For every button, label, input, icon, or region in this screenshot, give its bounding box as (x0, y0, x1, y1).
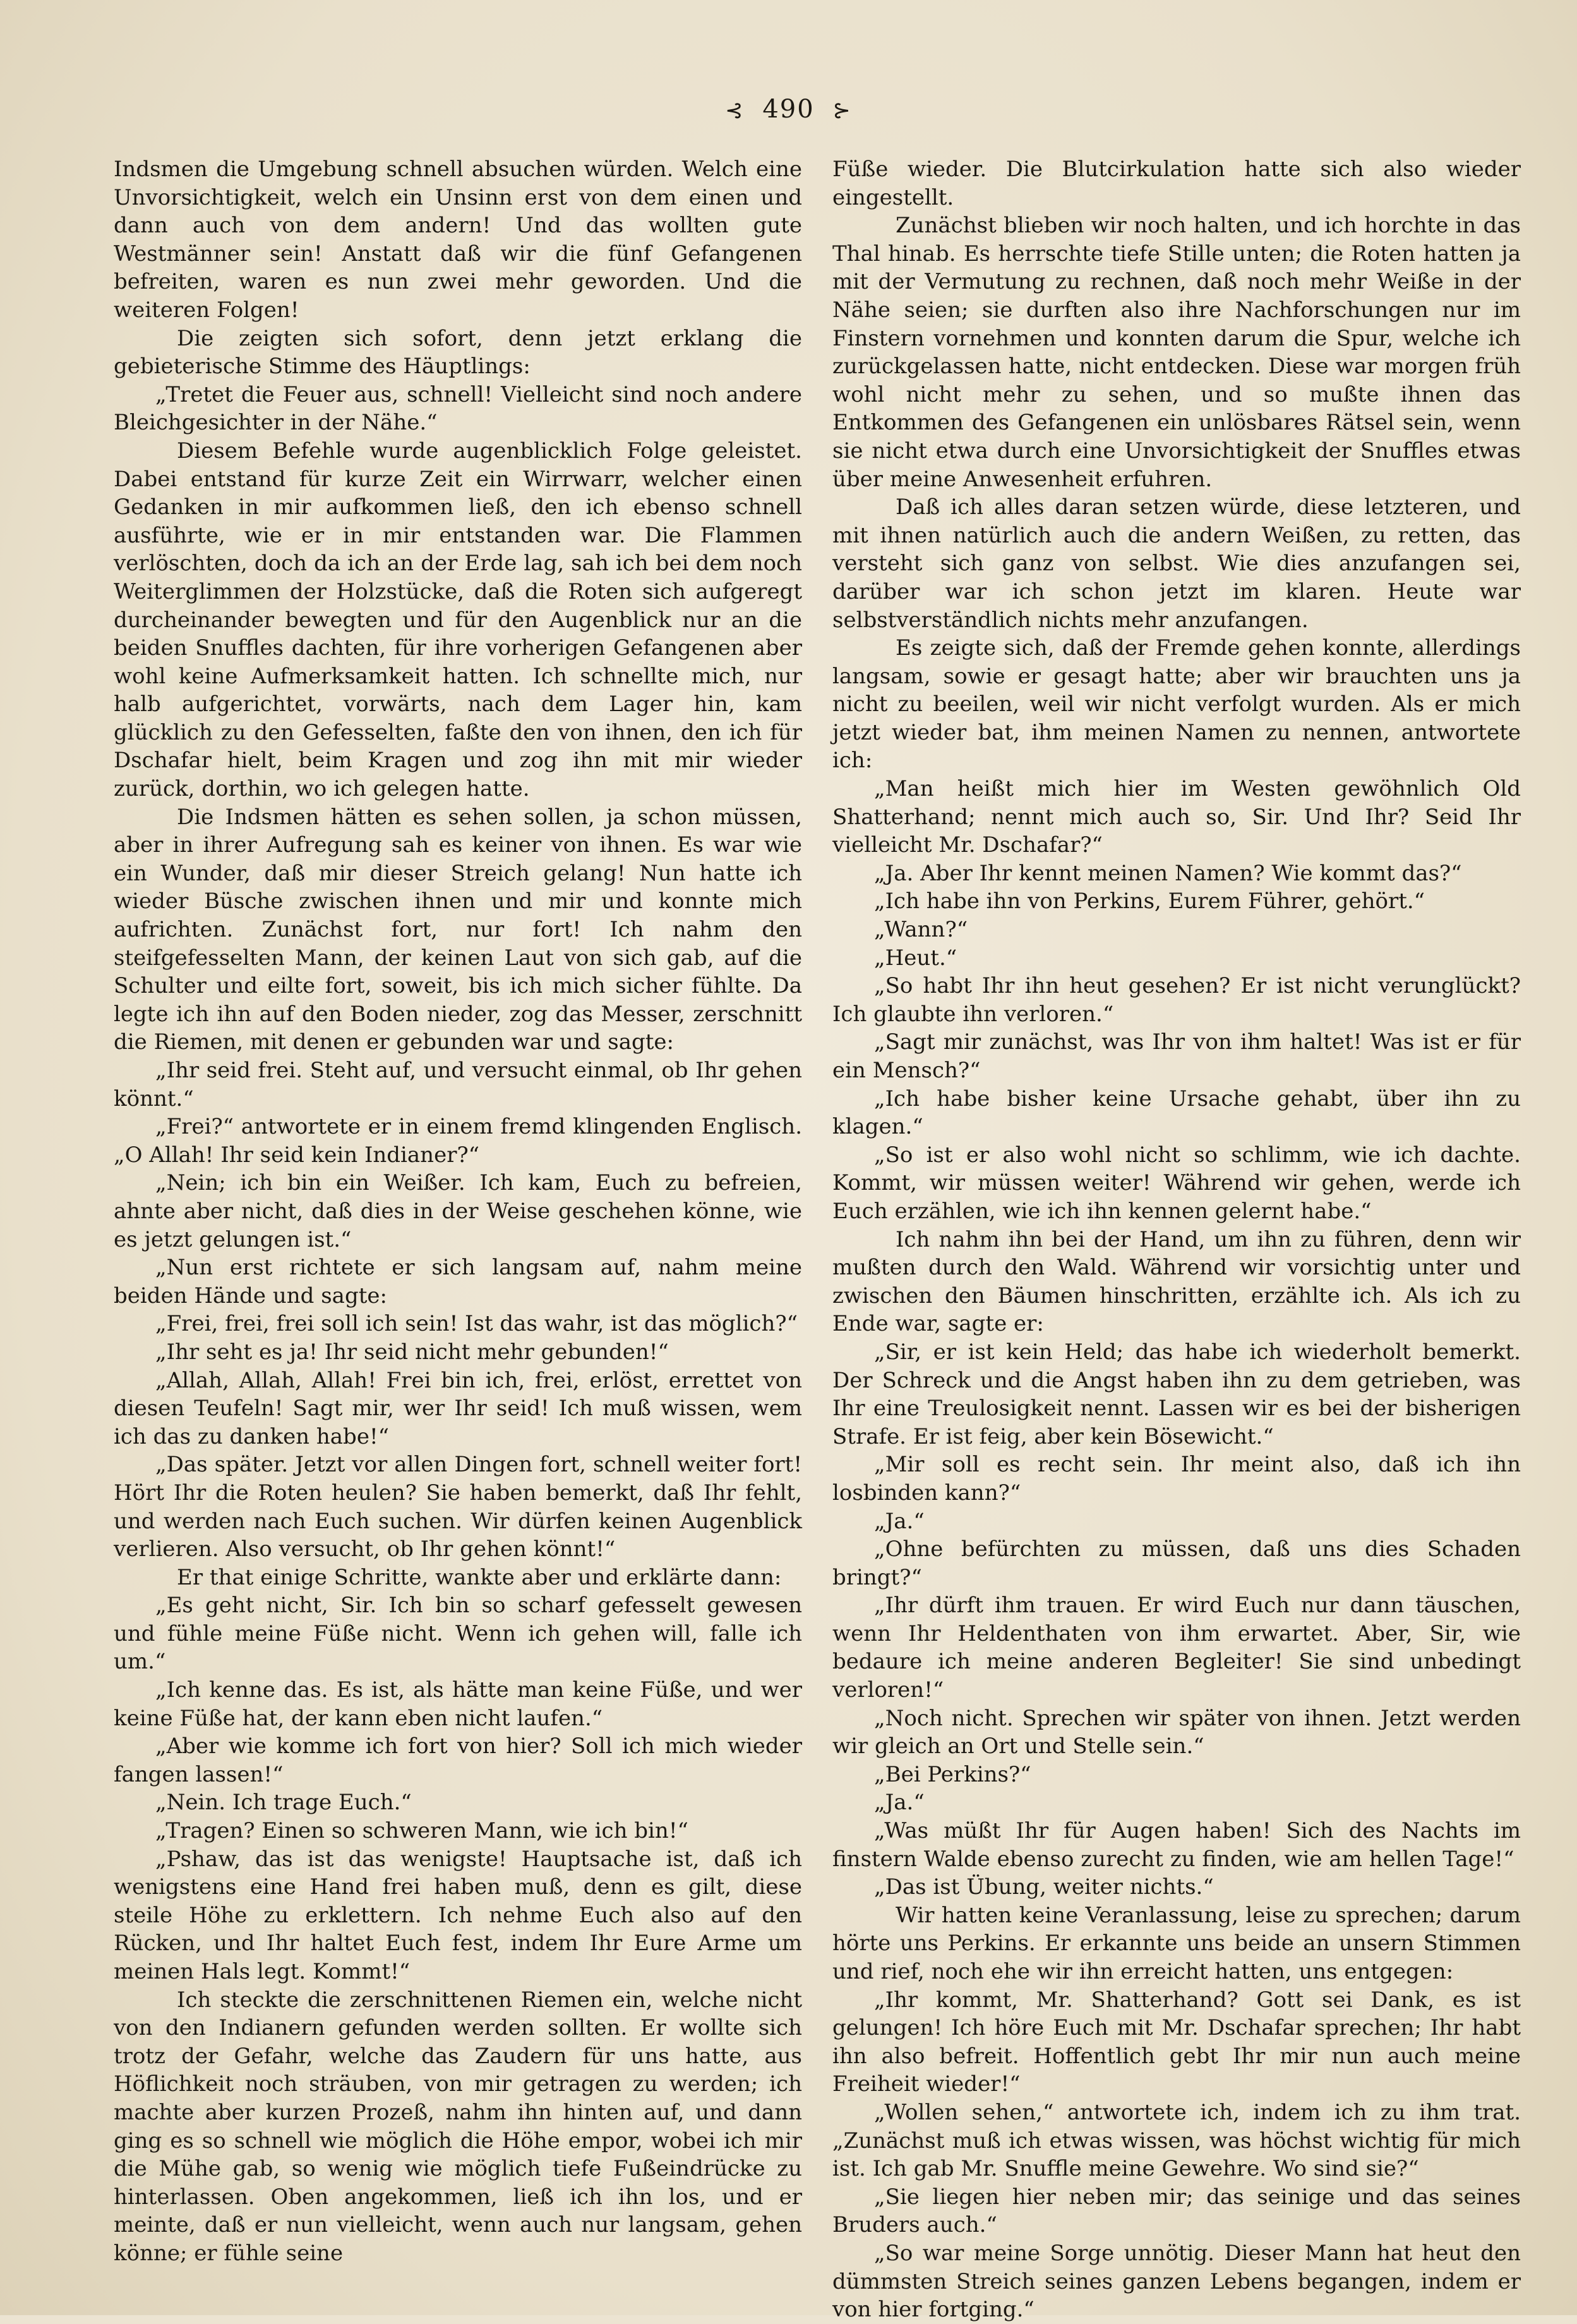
paragraph: Zunächst blieben wir noch halten, und ich horchte in das Thal hinab. Es herrschte tiefe Stille unten; die Roten hatten ja mit der Vermutung zu rechnen, daß noch mehr Weiße in der Nähe seien; sie durften also ihre Nachforschungen nur im Finstern vornehmen und konnten darum die Spur, welche ich zurückgelassen hatte, nicht entdecken. Diese war morgen früh wohl nicht mehr zu sehen, und so mußte ihnen das Entkommen des Gefangenen ein unlösbares Rätsel sein, wenn sie nicht etwa durch eine Unvorsichtigkeit der Snuffles etwas über meine Anwesenheit erfuhren. (832, 213, 1521, 492)
paragraph: „Das später. Jetzt vor allen Dingen fort, schnell weiter fort! Hört Ihr die Roten heulen? Sie haben bemerkt, daß Ihr fehlt, und werden nach Euch suchen. Wir dürfen keinen Augenblick verlieren. Also versucht, ob Ihr gehen könnt!“ (114, 1452, 802, 1562)
paragraph: Wir hatten keine Veranlassung, leise zu sprechen; darum hörte uns Perkins. Er erkannte uns beide an unsern Stimmen und rief, noch ehe wir ihn erreicht hatten, uns entgegen: (832, 1902, 1521, 1984)
paragraph: „Nun erst richtete er sich langsam auf, nahm meine beiden Hände und sagte: (114, 1255, 802, 1309)
paragraph: „Allah, Allah, Allah! Frei bin ich, frei, erlöst, errettet von diesen Teufeln! Sagt mir, wer Ihr seid! Ich muß wissen, wem ich das zu danken habe!“ (114, 1367, 802, 1449)
paragraph: „Ihr seht es ja! Ihr seid nicht mehr gebunden!“ (155, 1339, 669, 1365)
paragraph: „Tragen? Einen so schweren Mann, wie ich bin!“ (155, 1818, 688, 1844)
paragraph: „Mir soll es recht sein. Ihr meint also, daß ich ihn losbinden kann?“ (832, 1452, 1521, 1506)
paragraph: „Was müßt Ihr für Augen haben! Sich des Nachts im finstern Walde ebenso zurecht zu finden, wie am hellen Tage!“ (832, 1818, 1521, 1872)
paragraph: Diesem Befehle wurde augenblicklich Folge geleistet. Dabei entstand für kurze Zeit ein Wirrwarr, welcher einen Gedanken in mir aufkommen ließ, den ich ebenso schnell ausführte, wie er in mir entstanden war. Die Flammen verlöschten, doch da ich an der Erde lag, sah ich bei dem noch Weiterglimmen der Holzstücke, daß die Roten sich aufgeregt durcheinander bewegten und für den Augenblick nur an die beiden Snuffles dachten, für ihre vorherigen Gefangenen aber wohl keine Aufmerksamkeit hatten. Ich schnellte mich, nur halb aufgerichtet, vorwärts, nach dem Lager hin, kam glücklich zu den Gefesselten, faßte den von ihnen, den ich für Dschafar hielt, beim Kragen und zog ihn mit mir wieder zurück, dorthin, wo ich gelegen hatte. (114, 438, 802, 802)
paragraph: „Ja.“ (874, 1790, 925, 1816)
paragraph: „Aber wie komme ich fort von hier? Soll ich mich wieder fangen lassen!“ (114, 1734, 802, 1787)
paragraph: „Ich kenne das. Es ist, als hätte man keine Füße, und wer keine Füße hat, der kann eben nicht laufen.“ (114, 1677, 802, 1731)
paragraph: „Bei Perkins?“ (874, 1761, 1031, 1787)
paragraph: Es zeigte sich, daß der Fremde gehen konnte, allerdings langsam, sowie er gesagt hatte; aber wir brauchten uns ja nicht zu beeilen, weil wir nicht verfolgt wurden. Als er mich jetzt wieder bat, ihm meinen Namen zu nennen, antwortete ich: (832, 635, 1521, 774)
paragraph: „Sir, er ist kein Held; das habe ich wiederholt bemerkt. Der Schreck und die Angst haben ihn zu dem getrieben, was Ihr eine Treulosigkeit nennt. Lassen wir es bei der bisherigen Strafe. Er ist feig, aber kein Bösewicht.“ (832, 1339, 1521, 1449)
paragraph: „Frei, frei, frei soll ich sein! Ist das wahr, ist das möglich?“ (155, 1311, 798, 1337)
paragraph: „Ich habe ihn von Perkins, Eurem Führer, gehört.“ (874, 889, 1425, 914)
paragraph: „Ja.“ (874, 1508, 925, 1534)
ornament-left: ⊰ (725, 98, 745, 123)
paragraph: „Wann?“ (874, 917, 968, 943)
paragraph: „Man heißt mich hier im Westen gewöhnlich Old Shatterhand; nennt mich auch so, Sir. Und Ihr? Seid Ihr vielleicht Mr. Dschafar?“ (832, 776, 1521, 858)
paragraph: Die zeigten sich sofort, denn jetzt erklang die gebieterische Stimme des Häuptlings: (114, 325, 802, 380)
paragraph: „Das ist Übung, weiter nichts.“ (874, 1874, 1214, 1900)
left-column (114, 155, 802, 2268)
paragraph: „Tretet die Feuer aus, schnell! Vielleicht sind noch andere Bleichgesichter in der Nähe.“ (114, 381, 802, 436)
paragraph: „Ihr dürft ihm trauen. Er wird Euch nur dann täuschen, wenn Ihr Heldenthaten von ihm erwartet. Aber, Sir, wie bedaure ich meine anderen Begleiter! Sie sind unbedingt verloren!“ (832, 1593, 1521, 1703)
paragraph: „Heut.“ (874, 945, 957, 971)
paragraph: „Ja. Aber Ihr kennt meinen Namen? Wie kommt das?“ (874, 860, 1462, 886)
right-column (832, 155, 1521, 2324)
ornament-right: ⊱ (832, 98, 852, 123)
paragraph: „Noch nicht. Sprechen wir später von ihnen. Jetzt werden wir gleich an Ort und Stelle sein.“ (832, 1705, 1521, 1759)
paragraph: „Nein; ich bin ein Weißer. Ich kam, Euch zu befreien, ahnte aber nicht, daß dies in der Weise geschehen könne, wie es jetzt gelungen ist.“ (114, 1170, 802, 1252)
paragraph: „Ihr seid frei. Steht auf, und versucht einmal, ob Ihr gehen könnt.“ (114, 1058, 802, 1111)
paragraph: Ich nahm ihn bei der Hand, um ihn zu führen, denn wir mußten durch den Wald. Während wir vorsichtig unter und zwischen den Bäumen hinschritten, erzählte ich. Als ich zu Ende war, sagte er: (832, 1226, 1521, 1337)
paragraph: „Pshaw, das ist das wenigste! Hauptsache ist, daß ich wenigstens eine Hand frei haben muß, denn es gilt, diese steile Höhe zu erklettern. Ich nehme Euch also auf den Rücken, und Ihr haltet Euch fest, indem Ihr Eure Arme um meinen Hals legt. Kommt!“ (114, 1846, 802, 1984)
paragraph: „Sagt mir zunächst, was Ihr von ihm haltet! Was ist er für ein Mensch?“ (832, 1029, 1521, 1083)
paragraph: „Sie liegen hier neben mir; das seinige und das seines Bruders auch.“ (832, 2184, 1521, 2238)
paragraph: „Ihr kommt, Mr. Shatterhand? Gott sei Dank, es ist gelungen! Ich höre Euch mit Mr. Dschafar sprechen; Ihr habt ihn also befreit. Hoffentlich gebt Ihr mir nun auch meine Freiheit wieder!“ (832, 1987, 1521, 2097)
paragraph: „Es geht nicht, Sir. Ich bin so scharf gefesselt gewesen und fühle meine Füße nicht. Wenn ich gehen will, falle ich um.“ (114, 1593, 802, 1675)
paragraph: „So war meine Sorge unnötig. Dieser Mann hat heut den dümmsten Streich seines ganzen Lebens begangen, indem er von hier fortging.“ (832, 2240, 1521, 2323)
paragraph: Daß ich alles daran setzen würde, diese letzteren, und mit ihnen natürlich auch die andern Weißen, zu retten, das versteht sich ganz von selbst. Wie dies anzufangen sei, darüber war ich schon jetzt im klaren. Heute war selbstverständlich nichts mehr anzufangen. (832, 494, 1521, 633)
paragraph: Er that einige Schritte, wankte aber und erklärte dann: (177, 1564, 782, 1590)
paragraph: „Nein. Ich trage Euch.“ (155, 1790, 412, 1816)
paragraph: „So ist er also wohl nicht so schlimm, wie ich dachte. Kommt, wir müssen weiter! Während wir gehen, werde ich Euch erzählen, wie ich ihn kennen gelernt habe.“ (832, 1142, 1521, 1224)
paragraph: Indsmen die Umgebung schnell absuchen würden. Welch eine Unvorsichtigkeit, welch ein Unsinn erst von dem einen und dann auch von dem andern! Und das wollten gute Westmänner sein! Anstatt daß wir die fünf Gefangenen befreiten, waren es nun zwei mehr geworden. Und die weiteren Folgen! (114, 157, 802, 323)
paragraph: „Ich habe bisher keine Ursache gehabt, über ihn zu klagen.“ (832, 1086, 1521, 1140)
page-header (0, 95, 1577, 124)
paragraph: „So habt Ihr ihn heut gesehen? Er ist nicht verunglückt? Ich glaubte ihn verloren.“ (832, 973, 1521, 1027)
paragraph: Die Indsmen hätten es sehen sollen, ja schon müssen, aber in ihrer Aufregung sah es keiner von ihnen. Es war wie ein Wunder, daß mir dieser Streich gelang! Nun hatte ich wieder Büsche zwischen ihnen und mir und konnte mich aufrichten. Zunächst fort, nur fort! Ich nahm den steifgefesselten Mann, der keinen Laut von sich gab, auf die Schulter und eilte fort, soweit, bis ich mich sicher fühlte. Da legte ich ihn auf den Boden nieder, zog das Messer, zerschnitt die Riemen, mit denen er gebunden war und sagte: (114, 804, 802, 1055)
paragraph: Ich steckte die zerschnittenen Riemen ein, welche nicht von den Indianern gefunden werden sollten. Er wollte sich trotz der Gefahr, welche das Zaudern für uns hatte, aus Höflichkeit noch sträuben, von mir getragen zu werden; ich machte aber kurzen Prozeß, nahm ihn hinten auf, und dann ging es so schnell wie möglich die Höhe empor, wobei ich mir die Mühe gab, so wenig wie möglich tiefe Fußeindrücke zu hinterlassen. Oben angekommen, ließ ich ihn los, und er meinte, daß er nun vielleicht, wenn auch nur langsam, gehen könne; er fühle seine (114, 1987, 802, 2266)
paragraph: Füße wieder. Die Blutcirkulation hatte sich also wieder eingestellt. (832, 157, 1521, 210)
page-number: 490 (762, 95, 815, 124)
paragraph: „Wollen sehen,“ antwortete ich, indem ich zu ihm trat. „Zunächst muß ich etwas wissen, was höchst wichtig für mich ist. Ich gab Mr. Snuffle meine Gewehre. Wo sind sie?“ (832, 2099, 1521, 2182)
paragraph: „Frei?“ antwortete er in einem fremd klingenden Englisch. „O Allah! Ihr seid kein Indianer?“ (114, 1114, 802, 1168)
paragraph: „Ohne befürchten zu müssen, daß uns dies Schaden bringt?“ (832, 1536, 1521, 1590)
